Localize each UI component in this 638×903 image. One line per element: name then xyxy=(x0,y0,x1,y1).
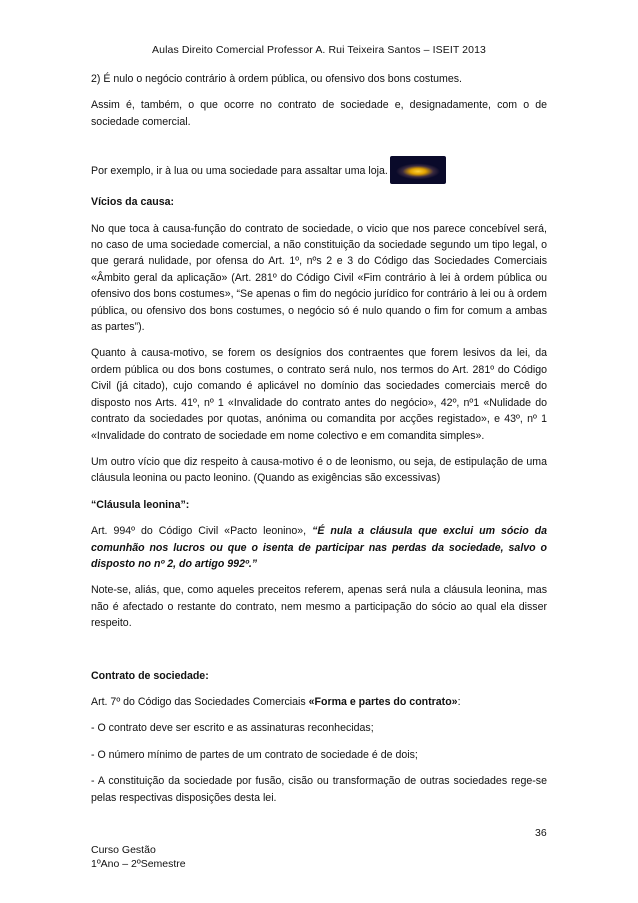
list-item: - O número mínimo de partes de um contrato de sociedade é de dois; xyxy=(91,748,418,761)
quoted-law-text: “É nula a cláusula que exclui um sócio da comunhão nos lucros ou que o isenta de participar nas perdas da sociedade, salvo o disposto no nº 2, do artigo 992º.” xyxy=(91,525,547,570)
paragraph-text: Art. 7º do Código das Sociedades Comerciais xyxy=(91,695,309,708)
page-header: Aulas Direito Comercial Professor A. Rui Teixeira Santos – ISEIT 2013 xyxy=(152,44,486,56)
section-heading: “Cláusula leonina”: xyxy=(91,498,190,511)
paragraph-text: Art. 994º do Código Civil «Pacto leonino», xyxy=(91,525,313,538)
paragraph: Quanto à causa-motivo, se forem os desígnios dos contraentes que forem lesivos da lei, da ordem pública ou dos bons costumes, o contrato será nulo, nos termos do Art. 281º do Código Civil (já citado), cujo comando é aplicável no domínio das sociedades comerciais mercê do disposto nos Arts. 41º, nº 1 «Invalidade do contrato antes do negócio», 42º, nº1 «Nulidade do contrato da sociedades por quotas, anónima ou comandita por acções registado», e 43º, nº 1 «Invalidade do contrato de sociedade em nome colectivo e em comandita simples». xyxy=(91,347,547,442)
paragraph-text: Por exemplo, ir à lua ou uma sociedade para assaltar uma loja. xyxy=(91,165,388,178)
paragraph-text: : xyxy=(457,695,461,708)
paragraph: Um outro vício que diz respeito à causa-motivo é o de leonismo, ou seja, de estipulação de uma cláusula leonina ou pacto leonino. (Quando as exigências são excessivas) xyxy=(91,455,547,485)
moon-icon xyxy=(390,156,446,184)
paragraph: 2) É nulo o negócio contrário à ordem pública, ou ofensivo dos bons costumes. xyxy=(91,73,462,85)
paragraph: Assim é, também, o que ocorre no contrato de sociedade e, designadamente, com o de sociedade comercial. xyxy=(91,99,547,128)
document-body xyxy=(91,71,547,816)
footer-course: Curso Gestão xyxy=(91,844,156,856)
paragraph: No que toca à causa-função do contrato de sociedade, o vicio que nos parece concebível será, no caso de uma sociedade comercial, a não constituição da sociedade segundo um tipo legal, o que gerará nulidade, por ofensa do Art. 1º, nºs 2 e 3 do Código das Sociedades Comerciais «Âmbito geral da aplicação» (Art. 281º do Código Civil «Fim contrário à lei à ordem pública ou ofensivo dos bons costumes», “Se apenas o fim do negócio jurídico for contrário à lei ou à ordem pública, ou ofensivo dos bons costumes, o negócio só é nulo quando o fim for comum a ambas as partes”). xyxy=(91,222,547,334)
paragraph: Note-se, aliás, que, como aqueles preceitos referem, apenas será nula a cláusula leonina, mas não é afectado o restante do contrato, nem mesmo a participação do sócio ao qual ela disser respeito. xyxy=(91,584,547,630)
paragraph xyxy=(91,523,547,572)
page-footer xyxy=(91,843,186,871)
page-number: 36 xyxy=(535,827,547,839)
section-heading: Contrato de sociedade: xyxy=(91,669,209,682)
list-item: - O contrato deve ser escrito e as assinaturas reconhecidas; xyxy=(91,722,374,735)
footer-year: 1ºAno – 2ºSemestre xyxy=(91,858,186,870)
list-item: - A constituição da sociedade por fusão, cisão ou transformação de outras sociedades rege-se pelas respectivas disposições desta lei. xyxy=(91,775,547,804)
paragraph xyxy=(91,694,547,710)
article-title: «Forma e partes do contrato» xyxy=(308,695,458,708)
section-heading: Vícios da causa: xyxy=(91,196,175,209)
paragraph xyxy=(91,156,547,184)
